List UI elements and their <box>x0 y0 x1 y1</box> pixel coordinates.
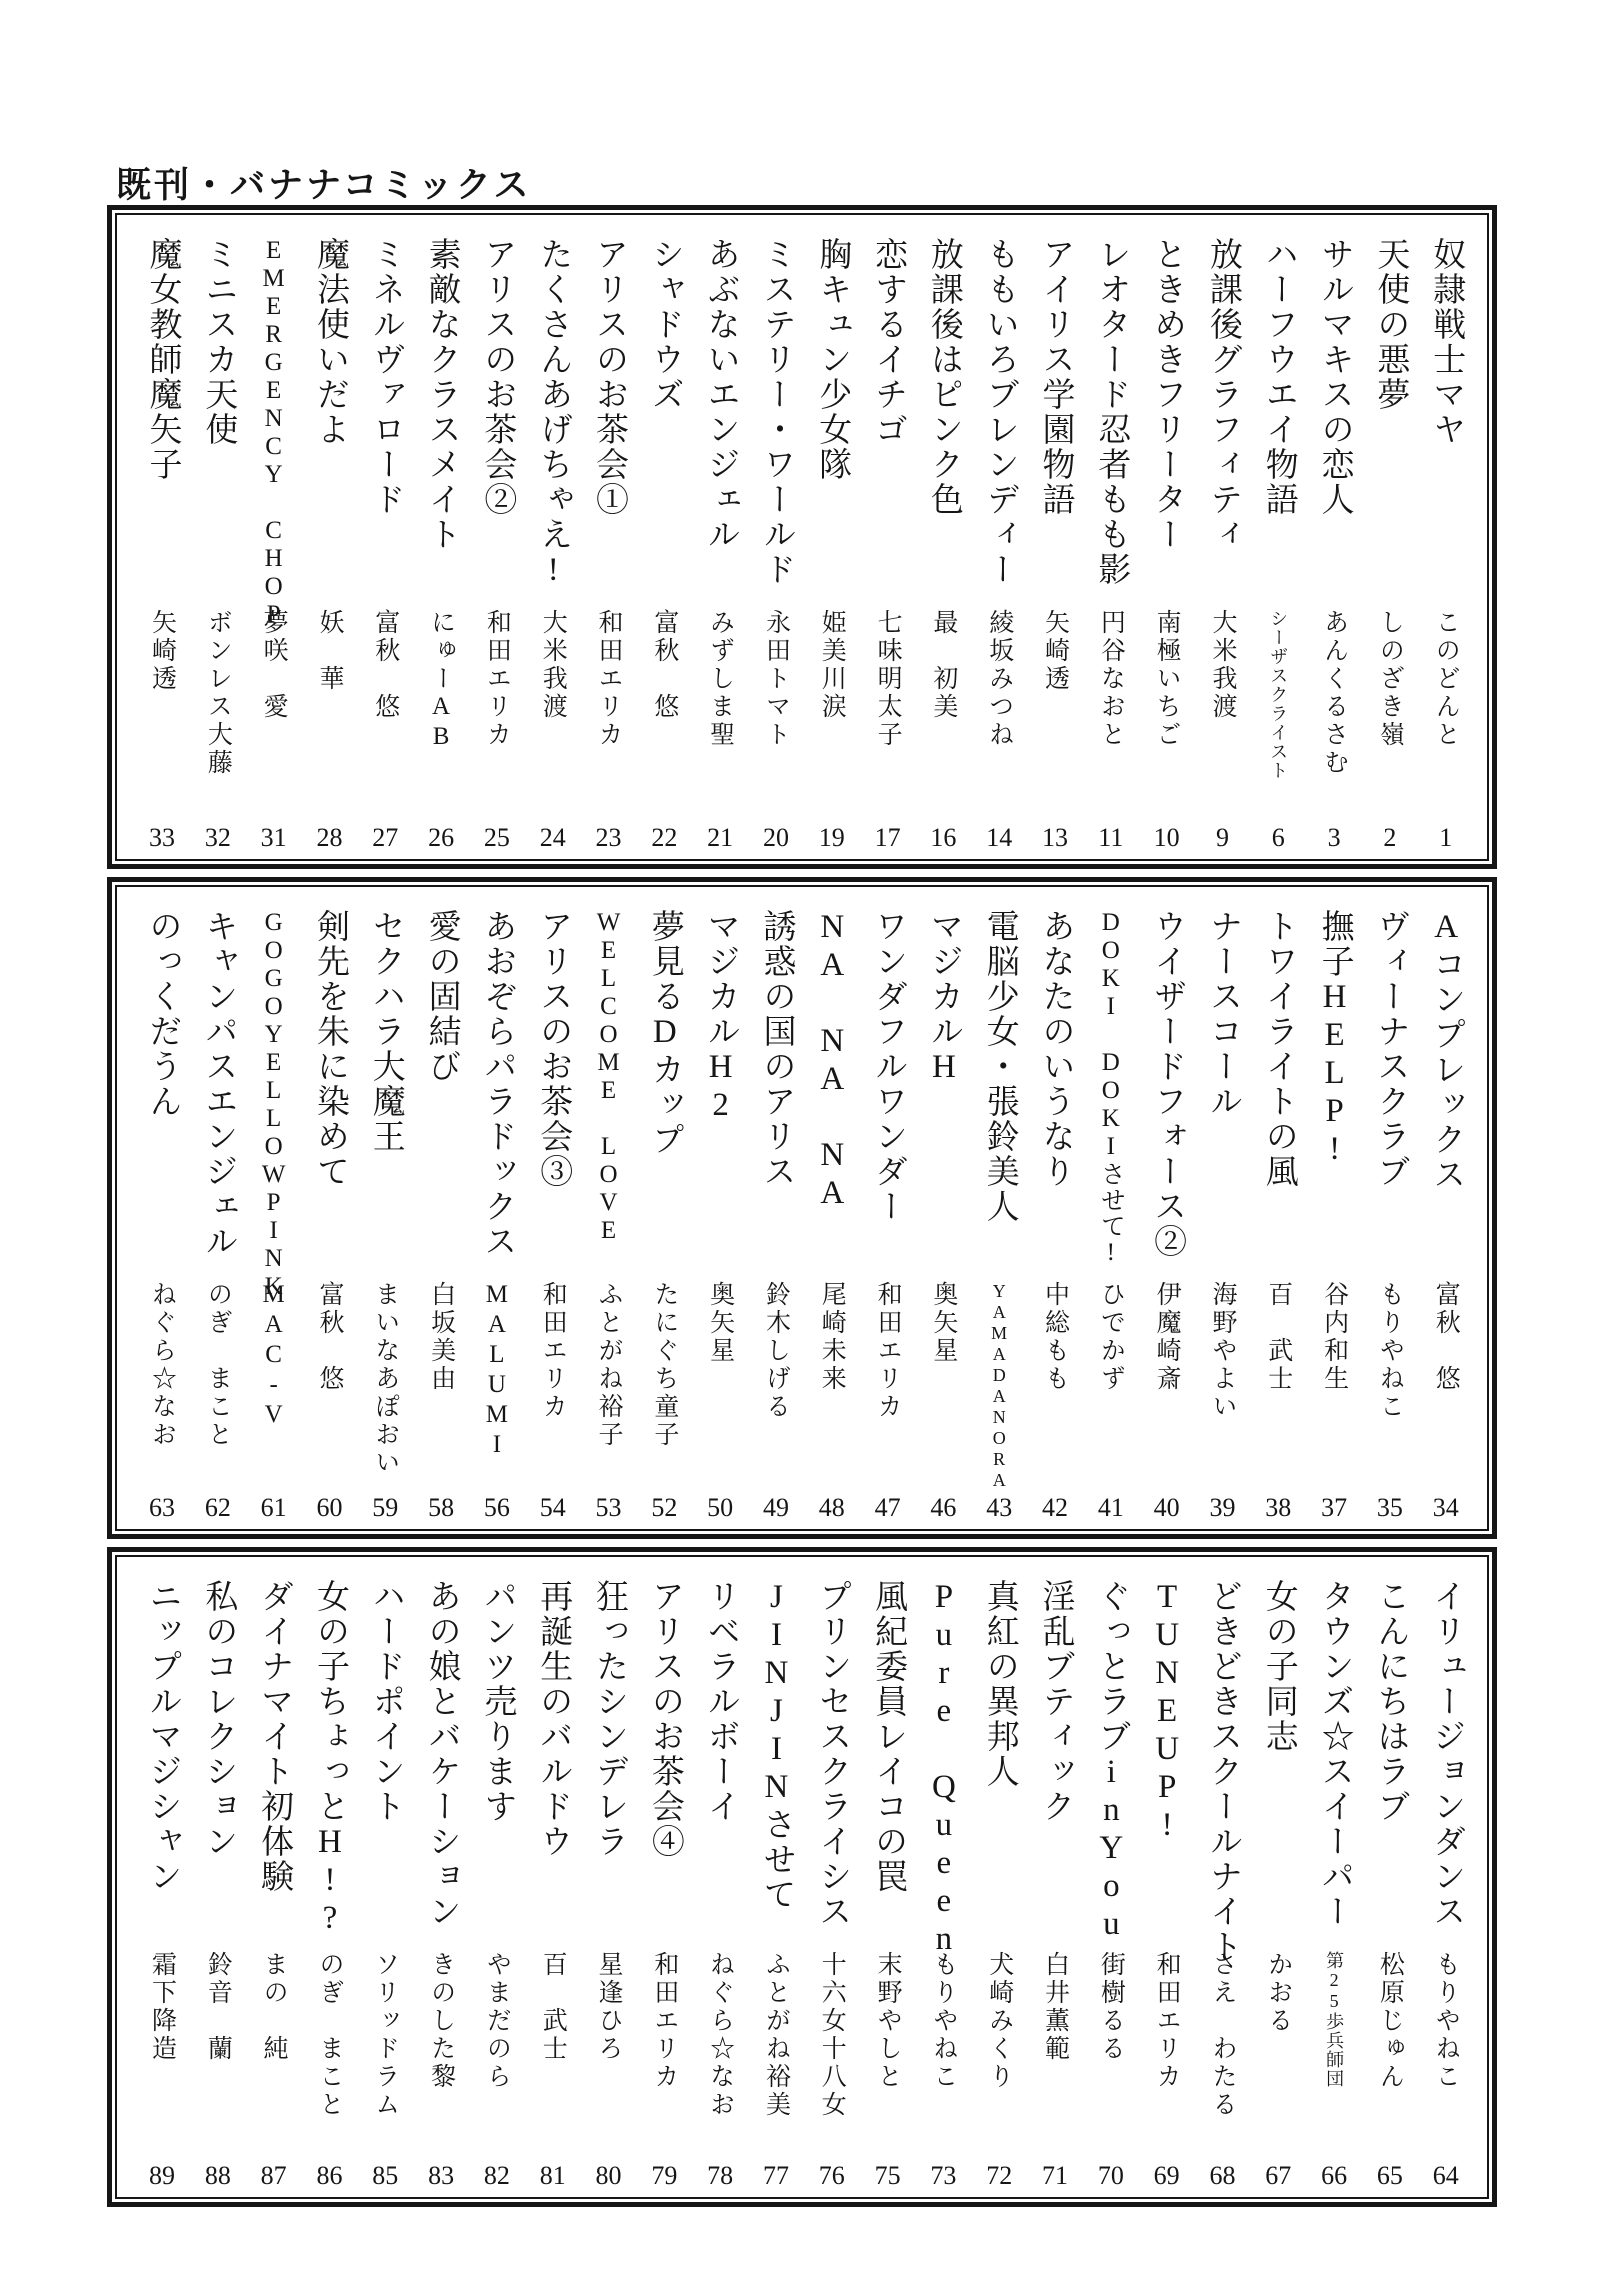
entry-title: 胸キュン少女隊 <box>814 237 851 482</box>
entry-title: アリスのお茶会② <box>479 237 516 517</box>
entry-author: 夢咲 愛 <box>260 609 288 721</box>
entry-title: あおぞらパラドックス <box>479 909 516 1259</box>
entry-author: 妖 華 <box>315 609 343 693</box>
entry-number: 23 <box>595 823 622 852</box>
catalog-entry <box>360 237 410 851</box>
entry-author: 和田エリカ <box>1153 1951 1181 2091</box>
catalog-entry <box>1030 1579 1080 2189</box>
entry-number: 61 <box>260 1493 287 1522</box>
entry-number: 82 <box>483 2161 510 2190</box>
entry-number: 66 <box>1321 2161 1348 2190</box>
entry-number: 68 <box>1209 2161 1236 2190</box>
catalog-entry <box>584 1579 634 2189</box>
catalog-entry <box>1142 1579 1192 2189</box>
entry-title: ミステリー・ワールド <box>758 237 795 587</box>
entry-number: 59 <box>372 1493 399 1522</box>
entry-author: 街樹るる <box>1097 1951 1125 2063</box>
entry-author: シーザスクライスト <box>1268 609 1289 780</box>
entry-author: 矢崎透 <box>1041 609 1069 693</box>
entry-author: のぎ まこと <box>315 1951 343 2119</box>
entry-author: ソリッドラム <box>371 1951 399 2119</box>
entry-author: 百 武士 <box>539 1951 567 2063</box>
entry-title: トワイライトの風 <box>1260 909 1297 1189</box>
entry-number: 31 <box>260 823 287 852</box>
catalog-entry <box>751 909 801 1521</box>
entry-number: 64 <box>1432 2161 1459 2190</box>
entry-number: 27 <box>372 823 399 852</box>
catalog-entry <box>974 909 1024 1521</box>
entry-number: 19 <box>818 823 845 852</box>
entry-author: 和田エリカ <box>650 1951 678 2091</box>
catalog-entry <box>472 237 522 851</box>
catalog-section-3 <box>107 1547 1497 2207</box>
entry-author: 海野やよい <box>1208 1281 1236 1421</box>
entry-title: 淫乱ブティック <box>1037 1579 1074 1824</box>
catalog-entry <box>1309 237 1359 851</box>
catalog-entry <box>584 237 634 851</box>
entry-number: 34 <box>1432 1493 1459 1522</box>
catalog-entry <box>751 237 801 851</box>
entry-number: 22 <box>651 823 678 852</box>
page-title: 既刊・バナナコミックス <box>116 166 532 205</box>
catalog-entry <box>1142 909 1192 1521</box>
entry-title: 魔法使いだよ <box>311 237 348 447</box>
entry-number: 20 <box>762 823 789 852</box>
entry-number: 56 <box>483 1493 510 1522</box>
entry-title: セクハラ大魔王 <box>367 909 404 1154</box>
entry-number: 10 <box>1153 823 1180 852</box>
entry-title: あの娘とバケーション <box>423 1579 460 1929</box>
entry-author: 永田トマト <box>762 609 790 749</box>
catalog-entry <box>918 237 968 851</box>
entry-number: 85 <box>372 2161 399 2190</box>
entry-number: 46 <box>930 1493 957 1522</box>
entry-title: 奴隷戦士マヤ <box>1428 237 1465 447</box>
entry-author: 和田エリカ <box>539 1281 567 1421</box>
entry-number: 43 <box>986 1493 1013 1522</box>
entry-number: 75 <box>874 2161 901 2190</box>
entry-author: さえ わたる <box>1208 1951 1236 2119</box>
entry-author: 末野やしと <box>874 1951 902 2091</box>
catalog-entry <box>1309 1579 1359 2189</box>
entry-number: 16 <box>930 823 957 852</box>
section-frame <box>115 885 1489 1531</box>
entry-number: 14 <box>986 823 1013 852</box>
entry-title: どきどきスクールナイト <box>1204 1579 1241 1964</box>
entry-number: 53 <box>595 1493 622 1522</box>
entry-author: もりやねこ <box>929 1951 957 2091</box>
entry-title: Aコンプレックス <box>1428 909 1465 1192</box>
entry-title: TUNEUP! <box>1149 1579 1186 1845</box>
catalog-entry <box>528 909 578 1521</box>
entry-author: 富秋 悠 <box>650 609 678 721</box>
entry-author: 最 初美 <box>929 609 957 721</box>
entry-title: 魔女教師魔矢子 <box>144 237 181 482</box>
entry-title: アリスのお茶会③ <box>535 909 572 1189</box>
entry-title: 天使の悪夢 <box>1372 237 1409 412</box>
entry-title: アリスのお茶会④ <box>646 1579 683 1859</box>
catalog-entry <box>528 237 578 851</box>
entry-number: 52 <box>651 1493 678 1522</box>
catalog-entry <box>1086 237 1136 851</box>
entry-title: パンツ売ります <box>479 1579 516 1824</box>
entry-title: ときめきフリーター <box>1149 237 1186 552</box>
entry-title: タウンズ☆スイーパー <box>1316 1579 1353 1929</box>
entry-author: 和田エリカ <box>483 609 511 749</box>
entry-author: 犬崎みくり <box>985 1951 1013 2091</box>
entry-author: 白井薫範 <box>1041 1951 1069 2063</box>
entry-author: ふとがね裕子 <box>595 1281 622 1449</box>
entry-number: 24 <box>539 823 566 852</box>
entry-title: 放課後はピンク色 <box>925 237 962 517</box>
entry-author: 奥矢星 <box>929 1281 957 1365</box>
entry-number: 70 <box>1097 2161 1124 2190</box>
catalog-entry <box>1253 909 1303 1521</box>
entry-author: ボンレス大藤 <box>204 609 232 777</box>
catalog-entry <box>472 909 522 1521</box>
catalog-entry <box>695 1579 745 2189</box>
entry-number: 86 <box>316 2161 343 2190</box>
entry-number: 47 <box>874 1493 901 1522</box>
entry-number: 28 <box>316 823 343 852</box>
entry-author: 奥矢星 <box>706 1281 734 1365</box>
entry-author: 霜下降造 <box>148 1951 176 2063</box>
entry-number: 38 <box>1265 1493 1292 1522</box>
entry-number: 88 <box>204 2161 231 2190</box>
catalog-entry <box>751 1579 801 2189</box>
entry-author: YAMADANORA <box>989 1281 1010 1491</box>
entry-title: サルマキスの恋人 <box>1316 237 1353 517</box>
entry-columns <box>117 215 1487 859</box>
entry-title: ミネルヴァロード <box>367 237 404 517</box>
catalog-entry <box>193 1579 243 2189</box>
catalog-entry <box>1253 1579 1303 2189</box>
entry-author: 第25歩兵師団 <box>1324 1951 1345 2088</box>
entry-title: 撫子HELP! <box>1316 909 1353 1169</box>
catalog-entry <box>1421 1579 1471 2189</box>
entry-author: あんくるさむ <box>1320 609 1348 777</box>
entry-author: 十六女十八女 <box>818 1951 846 2119</box>
entry-author: 白坂美由 <box>427 1281 455 1393</box>
catalog-entry <box>1197 237 1247 851</box>
catalog-entry <box>1030 909 1080 1521</box>
entry-number: 9 <box>1215 823 1229 852</box>
entry-number: 73 <box>930 2161 957 2190</box>
entry-author: ねぐら☆なお <box>706 1951 734 2119</box>
catalog-entry <box>584 909 634 1521</box>
entry-author: 大米我渡 <box>539 609 567 721</box>
catalog-entry <box>1197 1579 1247 2189</box>
entry-title: たくさんあげちゃえ! <box>535 237 572 590</box>
entry-title: アリスのお茶会① <box>591 237 627 517</box>
entry-title: のっくだうん <box>144 909 181 1119</box>
entry-author: しのざき嶺 <box>1376 609 1404 749</box>
entry-title: 放課後グラフィティ <box>1204 237 1241 552</box>
entry-number: 40 <box>1153 1493 1180 1522</box>
catalog-entry <box>1086 909 1136 1521</box>
entry-title: 狂ったシンデレラ <box>591 1579 627 1859</box>
entry-author: たにぐち童子 <box>650 1281 678 1449</box>
catalog-entry <box>639 237 689 851</box>
entry-title: ももいろブレンディー <box>981 237 1018 587</box>
entry-author: かおる <box>1264 1951 1292 2035</box>
catalog-entry <box>974 237 1024 851</box>
entry-title: アイリス学園物語 <box>1037 237 1074 517</box>
entry-number: 80 <box>595 2161 622 2190</box>
catalog-section-2 <box>107 877 1497 1539</box>
catalog-entry <box>304 1579 354 2189</box>
entry-title: ミニスカ天使 <box>200 237 237 447</box>
entry-title: 愛の固結び <box>423 909 460 1084</box>
entry-author: ひでかず <box>1097 1281 1125 1393</box>
entry-title: こんにちはラブ <box>1372 1579 1409 1824</box>
entry-author: やまだのら <box>483 1951 511 2091</box>
entry-title: ナースコール <box>1204 909 1241 1119</box>
entry-number: 77 <box>762 2161 789 2190</box>
entry-title: ハーフウエイ物語 <box>1260 237 1297 517</box>
entry-author: もりやねこ <box>1376 1281 1404 1421</box>
catalog-entry <box>863 1579 913 2189</box>
entry-number: 71 <box>1042 2161 1068 2190</box>
entry-author: まの 純 <box>260 1951 288 2063</box>
entry-author: 尾崎未来 <box>818 1281 846 1393</box>
entry-number: 2 <box>1383 823 1397 852</box>
entry-number: 63 <box>149 1493 175 1522</box>
entry-title: EMERGENCY CHOP <box>260 237 288 629</box>
entry-number: 25 <box>483 823 510 852</box>
entry-number: 81 <box>539 2161 566 2190</box>
entry-number: 3 <box>1327 823 1341 852</box>
entry-title: ウイザードフォース② <box>1149 909 1186 1259</box>
entry-number: 60 <box>316 1493 343 1522</box>
catalog-entry <box>249 1579 299 2189</box>
entry-title: リベラルボーイ <box>702 1579 739 1824</box>
entry-author: 富秋 悠 <box>1432 1281 1460 1393</box>
catalog-entry <box>695 909 745 1521</box>
catalog-entry <box>137 909 187 1521</box>
catalog-entry <box>1365 1579 1415 2189</box>
entry-author: まいなあぽおい <box>371 1281 399 1477</box>
entry-number: 72 <box>986 2161 1013 2190</box>
entry-title: ダイナマイト初体験 <box>256 1579 293 1894</box>
entry-number: 13 <box>1042 823 1068 852</box>
catalog-entry <box>193 237 243 851</box>
catalog-entry <box>249 909 299 1521</box>
entry-number: 76 <box>818 2161 845 2190</box>
catalog-entry <box>1197 909 1247 1521</box>
catalog-entry <box>1365 909 1415 1521</box>
entry-number: 67 <box>1265 2161 1292 2190</box>
catalog-entry <box>863 909 913 1521</box>
entry-author: 大米我渡 <box>1208 609 1236 721</box>
entry-number: 78 <box>707 2161 734 2190</box>
entry-number: 32 <box>204 823 231 852</box>
catalog-entry <box>639 909 689 1521</box>
entry-title: 女の子同志 <box>1260 1579 1297 1754</box>
entry-author: 松原じゅん <box>1376 1951 1404 2091</box>
entry-author: のぎ まこと <box>204 1281 232 1449</box>
entry-number: 42 <box>1042 1493 1068 1522</box>
entry-title: WELCOME LOVE <box>595 909 622 1245</box>
entry-title: 夢見るDカップ <box>646 909 683 1157</box>
entry-title: 電脳少女・張鈴美人 <box>981 909 1018 1224</box>
entry-title: あなたのいうなり <box>1037 909 1074 1189</box>
entry-number: 33 <box>149 823 175 852</box>
entry-author: 円谷なおと <box>1097 609 1125 749</box>
entry-number: 58 <box>428 1493 455 1522</box>
entry-number: 83 <box>428 2161 455 2190</box>
entry-author: MALUMI <box>483 1281 511 1461</box>
entry-title: 私のコレクション <box>200 1579 237 1859</box>
entry-author: 鈴音 蘭 <box>204 1951 232 2063</box>
entry-author: 鈴木しげる <box>762 1281 790 1421</box>
catalog-entry <box>472 1579 522 2189</box>
entry-number: 39 <box>1209 1493 1236 1522</box>
catalog-entry <box>807 237 857 851</box>
catalog-entry <box>304 909 354 1521</box>
entry-author: 姫美川涙 <box>818 609 846 721</box>
entry-author: 百 武士 <box>1264 1281 1292 1393</box>
catalog-entry <box>1421 237 1471 851</box>
catalog-entry <box>528 1579 578 2189</box>
entry-title: ぐっとラブinYou <box>1093 1579 1130 1944</box>
entry-author: このどんと <box>1432 609 1460 749</box>
entry-author: もりやねこ <box>1432 1951 1460 2091</box>
entry-author: みずしま聖 <box>706 609 734 749</box>
entry-author: 綾坂みつね <box>985 609 1013 749</box>
entry-author: 和田エリカ <box>874 1281 902 1421</box>
entry-number: 79 <box>651 2161 678 2190</box>
entry-title: ヴィーナスクラブ <box>1372 909 1409 1189</box>
catalog-entry <box>416 1579 466 2189</box>
entry-author: 富秋 悠 <box>371 609 399 721</box>
entry-title: 風紀委員レイコの罠 <box>870 1579 907 1894</box>
entry-title: 素敵なクラスメイト <box>423 237 460 552</box>
catalog-entry <box>1086 1579 1136 2189</box>
entry-title: JINJINさせて <box>758 1579 795 1912</box>
entry-title: マジカルH <box>925 909 962 1087</box>
entry-title: レオタード忍者もも影 <box>1093 237 1130 587</box>
catalog-entry <box>695 237 745 851</box>
catalog-entry <box>918 909 968 1521</box>
catalog-entry <box>1253 237 1303 851</box>
entry-title: キャンパスエンジェル <box>200 909 237 1259</box>
catalog-entry <box>863 237 913 851</box>
entry-title: GOGOYELLOWPINK <box>260 909 288 1301</box>
entry-author: ふとがね裕美 <box>762 1951 790 2119</box>
entry-title: 再誕生のバルドウ <box>535 1579 572 1859</box>
catalog-entry <box>360 909 410 1521</box>
catalog-entry <box>1030 237 1080 851</box>
entry-number: 48 <box>818 1493 845 1522</box>
catalog-entry <box>416 909 466 1521</box>
entry-author: にゅーAB <box>427 609 455 753</box>
entry-number: 49 <box>762 1493 789 1522</box>
catalog-section-1 <box>107 205 1497 869</box>
entry-author: 谷内和生 <box>1320 1281 1348 1393</box>
catalog-entry <box>918 1579 968 2189</box>
entry-title: 誘惑の国のアリス <box>758 909 795 1189</box>
entry-number: 69 <box>1153 2161 1180 2190</box>
entry-author: 中総もも <box>1041 1281 1069 1393</box>
entry-title: マジカルH2 <box>702 909 739 1125</box>
entry-number: 21 <box>707 823 734 852</box>
entry-title: シャドウズ <box>646 237 683 412</box>
entry-number: 1 <box>1439 823 1453 852</box>
entry-title: Pure Queen <box>925 1579 962 1959</box>
entry-number: 62 <box>204 1493 231 1522</box>
catalog-entry <box>360 1579 410 2189</box>
section-frame <box>115 213 1489 861</box>
entry-author: 和田エリカ <box>595 609 622 749</box>
entry-author: きのした黎 <box>427 1951 455 2091</box>
entry-title: 恋するイチゴ <box>870 237 907 447</box>
catalog-entry <box>1421 909 1471 1521</box>
catalog-entry <box>1309 909 1359 1521</box>
entry-title: NA NA NA <box>814 909 851 1213</box>
entry-author: 矢崎透 <box>148 609 176 693</box>
catalog-entry <box>249 237 299 851</box>
entry-number: 41 <box>1097 1493 1124 1522</box>
entry-title: イリュージョンダンス <box>1428 1579 1465 1929</box>
entry-number: 54 <box>539 1493 566 1522</box>
entry-title: プリンセスクライシス <box>814 1579 851 1929</box>
entry-title: ワンダフルワンダー <box>870 909 907 1224</box>
entry-number: 26 <box>428 823 455 852</box>
entry-number: 35 <box>1376 1493 1403 1522</box>
entry-author: 南極いちご <box>1153 609 1181 749</box>
entry-title: DOKI DOKIさせて! <box>1097 909 1125 1267</box>
catalog-entry <box>807 1579 857 2189</box>
entry-title: 真紅の異邦人 <box>981 1579 1018 1789</box>
catalog-entry <box>416 237 466 851</box>
entry-number: 17 <box>874 823 901 852</box>
catalog-entry <box>304 237 354 851</box>
entry-author: 伊魔崎斎 <box>1153 1281 1181 1393</box>
entry-number: 87 <box>260 2161 287 2190</box>
entry-author: ねぐら☆なお <box>148 1281 176 1449</box>
catalog-entry <box>1142 237 1192 851</box>
entry-number: 50 <box>707 1493 734 1522</box>
entry-number: 6 <box>1271 823 1285 852</box>
catalog-entry <box>1365 237 1415 851</box>
entry-number: 65 <box>1376 2161 1403 2190</box>
catalog-entry <box>639 1579 689 2189</box>
entry-number: 11 <box>1098 823 1124 852</box>
catalog-entry <box>137 1579 187 2189</box>
entry-number: 89 <box>149 2161 175 2190</box>
entry-columns <box>117 887 1487 1529</box>
catalog-entry <box>807 909 857 1521</box>
catalog-entry <box>193 909 243 1521</box>
section-frame <box>115 1555 1489 2199</box>
entry-title: ニップルマジシャン <box>144 1579 181 1894</box>
entry-title: 女の子ちょっとH!? <box>311 1579 348 1938</box>
entry-author: MAC-V <box>260 1281 288 1431</box>
entry-author: 富秋 悠 <box>315 1281 343 1393</box>
entry-number: 37 <box>1321 1493 1348 1522</box>
entry-author: 星逢ひろ <box>595 1951 622 2063</box>
entry-title: ハードポイント <box>367 1579 404 1824</box>
entry-columns <box>117 1557 1487 2197</box>
catalog-entry <box>974 1579 1024 2189</box>
entry-title: あぶないエンジェル <box>702 237 739 552</box>
entry-title: 剣先を朱に染めて <box>311 909 348 1189</box>
entry-author: 七味明太子 <box>874 609 902 749</box>
catalog-entry <box>137 237 187 851</box>
